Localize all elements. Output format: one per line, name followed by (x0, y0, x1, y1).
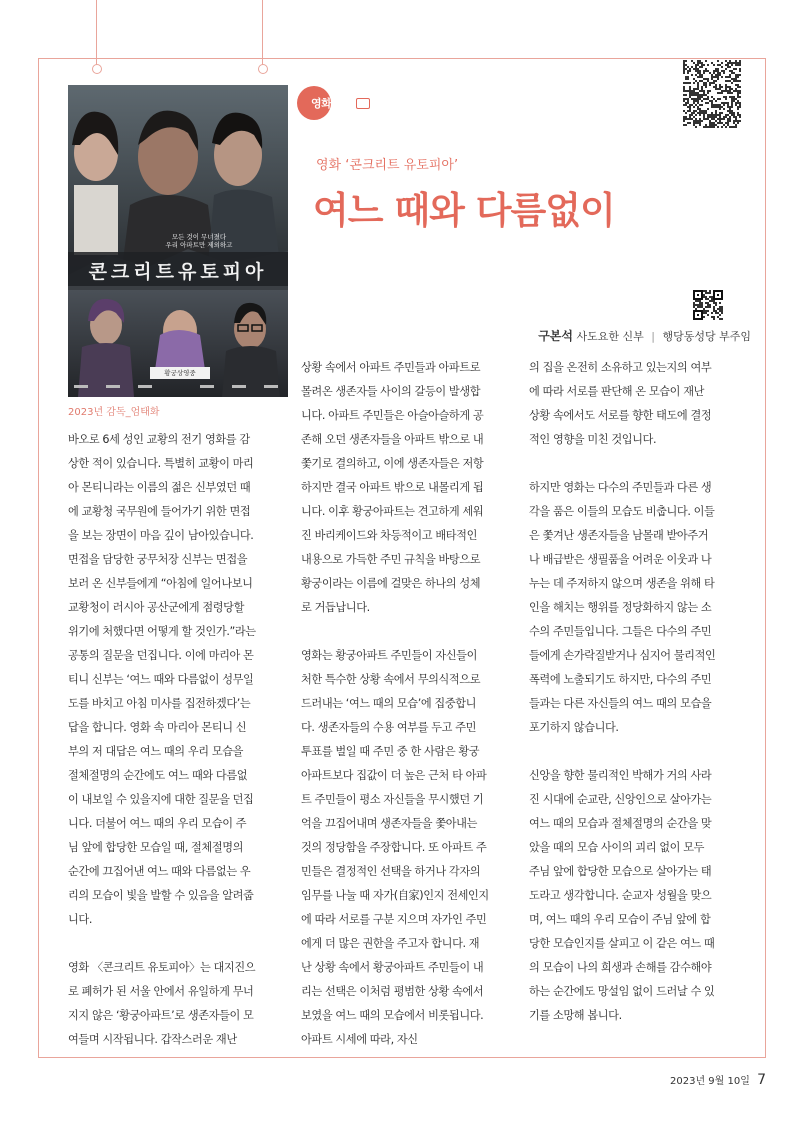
body-column-1 (68, 428, 256, 1052)
body-column-2 (301, 356, 489, 1052)
poster-movie-title: 콘크리트유토피아 (88, 261, 268, 283)
body-column-3 (529, 356, 717, 1028)
paragraph: 영화는 황궁아파트 주민들이 자신들이 처한 특수한 상황 속에서 무의식적으로 드러내는 ‘여느 때의 모습’에 집중합니다. 생존자들의 수용 여부를 두고 주민 투표를 벌일 때 주민 중 한 사람은 황궁아파트보다 집값이 더 높은 근처 타 아파트 주민들이 평소 자신들을 무시했던 기억을 끄집어내며 생존자들을 쫓아내는 것의 정당함을 주장합니다. 또 아파트 주민들은 결정적인 선택을 하거나 각자의 임무를 나눌 때 자가(自家)인지 전세인지에 따라 서로를 구분 지으며 자가인 주민에게 더 많은 권한을 주고자 합니다. 재난 상황 속에서 황궁아파트 주민들이 내리는 선택은 이처럼 평범한 상황 속에서 보였을 여느 때의 모습에서 비롯됩니다. 아파트 시세에 따라, 자신 (301, 649, 489, 1046)
column-label-badge (297, 86, 370, 120)
paragraph: 영화 〈콘크리트 유토피아〉는 대지진으로 폐허가 된 서울 안에서 유일하게 무너지지 않은 ‘황궁아파트’로 생존자들이 모여들며 시작됩니다. 갑작스러운 재난 (68, 961, 256, 1046)
qr-code-small-icon (693, 290, 723, 324)
tv-icon (356, 98, 370, 109)
article-title: 여느 때와 다름없이 (313, 189, 615, 232)
byline-separator: | (651, 330, 655, 343)
page-number: 7 (757, 1072, 766, 1088)
poster-caption: 2023년 감독_엄태화 (68, 407, 160, 418)
paragraph: 신앙을 향한 물리적인 박해가 거의 사라진 시대에 순교란, 신앙인으로 살아가는 여느 때의 모습과 절체절명의 순간을 맞았을 때의 모습 사이의 괴리 없이 모두 주님 앞에 합당한 모습으로 살아가는 태도라고 생각합니다. 순교자 성월을 맞으며, 여느 때의 우리 모습이 주님 앞에 합당한 모습인지를 살피고 이 같은 여느 때의 모습이 나의 희생과 손해를 감수해야 하는 순간에도 망설임 없이 드러날 수 있기를 소망해 봅니다. (529, 769, 715, 1022)
author-role: 사도요한 신부 (576, 330, 644, 343)
qr-code-icon (683, 60, 741, 132)
poster-stamp: 황궁상영중 (150, 367, 210, 379)
paragraph: 의 집을 온전히 소유하고 있는지의 여부에 따라 서로를 판단해 온 모습이 재난 상황 속에서도 서로를 향한 태도에 결정적인 영향을 미친 것입니다. (529, 361, 712, 446)
author-name: 구본석 (538, 329, 573, 343)
paragraph: 바오로 6세 성인 교황의 전기 영화를 감상한 적이 있습니다. 특별히 교황이 마리아 몬티니라는 이름의 젊은 신부였던 때에 교황청 국무원에 들어가기 위한 면접을 보는 장면이 마음 깊이 남아있습니다. 면접을 담당한 궁무처장 신부는 면접을 보러 온 신부들에게 “아침에 일어나보니 교황청이 러시아 공산군에게 점령당할 위기에 처했다면 어떻게 할 것인가.”라는 공통의 질문을 던집니다. 이에 마리아 몬티니 신부는 ‘여느 때와 다름없이 성무일도를 바치고 아침 미사를 집전하겠다’는 답을 합니다. 영화 속 마리아 몬티니 신부의 저 대답은 여느 때의 우리 모습을 절체절명의 순간에도 여느 때와 다름없이 내보일 수 있을지에 대한 질문을 던집니다. 더불어 여느 때의 우리 모습이 주님 앞에 합당한 모습일 때, 절체절명의 순간에 끄집어낸 여느 때와 다름없는 우리의 모습이 빛을 발할 수 있음을 알려줍니다. (68, 433, 256, 926)
column-label: 영화칼럼 (311, 97, 352, 110)
poster-tagline: 모든 것이 무너졌다 우리 아파트만 제외하고 (165, 233, 233, 249)
movie-poster (68, 85, 288, 397)
page-footer (670, 1072, 766, 1088)
paragraph: 하지만 영화는 다수의 주민들과 다른 생각을 품은 이들의 모습도 비춥니다. 이들은 쫓겨난 생존자들을 남몰래 받아주거나 배급받은 생필품을 어려운 이웃과 나누는 데 주저하지 않으며 생존을 위해 타인을 해치는 행위를 정당화하지 않는 소수의 주민들입니다. 그들은 다수의 주민들에게 손가락질받거나 심지어 물리적인 폭력에 노출되기도 하지만, 다수의 주민들과는 다른 자신들의 여느 때의 모습을 포기하지 않습니다. (529, 481, 716, 734)
author-byline (538, 327, 751, 344)
author-parish: 행당동성당 부주임 (662, 330, 751, 343)
article-kicker: 영화 ‘콘크리트 유토피아’ (316, 158, 459, 173)
issue-date: 2023년 9월 10일 (670, 1076, 750, 1087)
paragraph: 상황 속에서 아파트 주민들과 아파트로 몰려온 생존자들 사이의 갈등이 발생합니다. 아파트 주민들은 아슬아슬하게 공존해 오던 생존자들을 아파트 밖으로 내쫓기로 결의하고, 이에 생존자들은 저항하지만 결국 아파트 밖으로 내몰리게 됩니다. 이후 황궁아파트는 견고하게 세워진 바리케이드와 차등적이고 배타적인 내용으로 가득한 주민 규칙을 바탕으로 황궁이라는 이름에 걸맞은 하나의 성체로 거듭납니다. (301, 361, 484, 614)
